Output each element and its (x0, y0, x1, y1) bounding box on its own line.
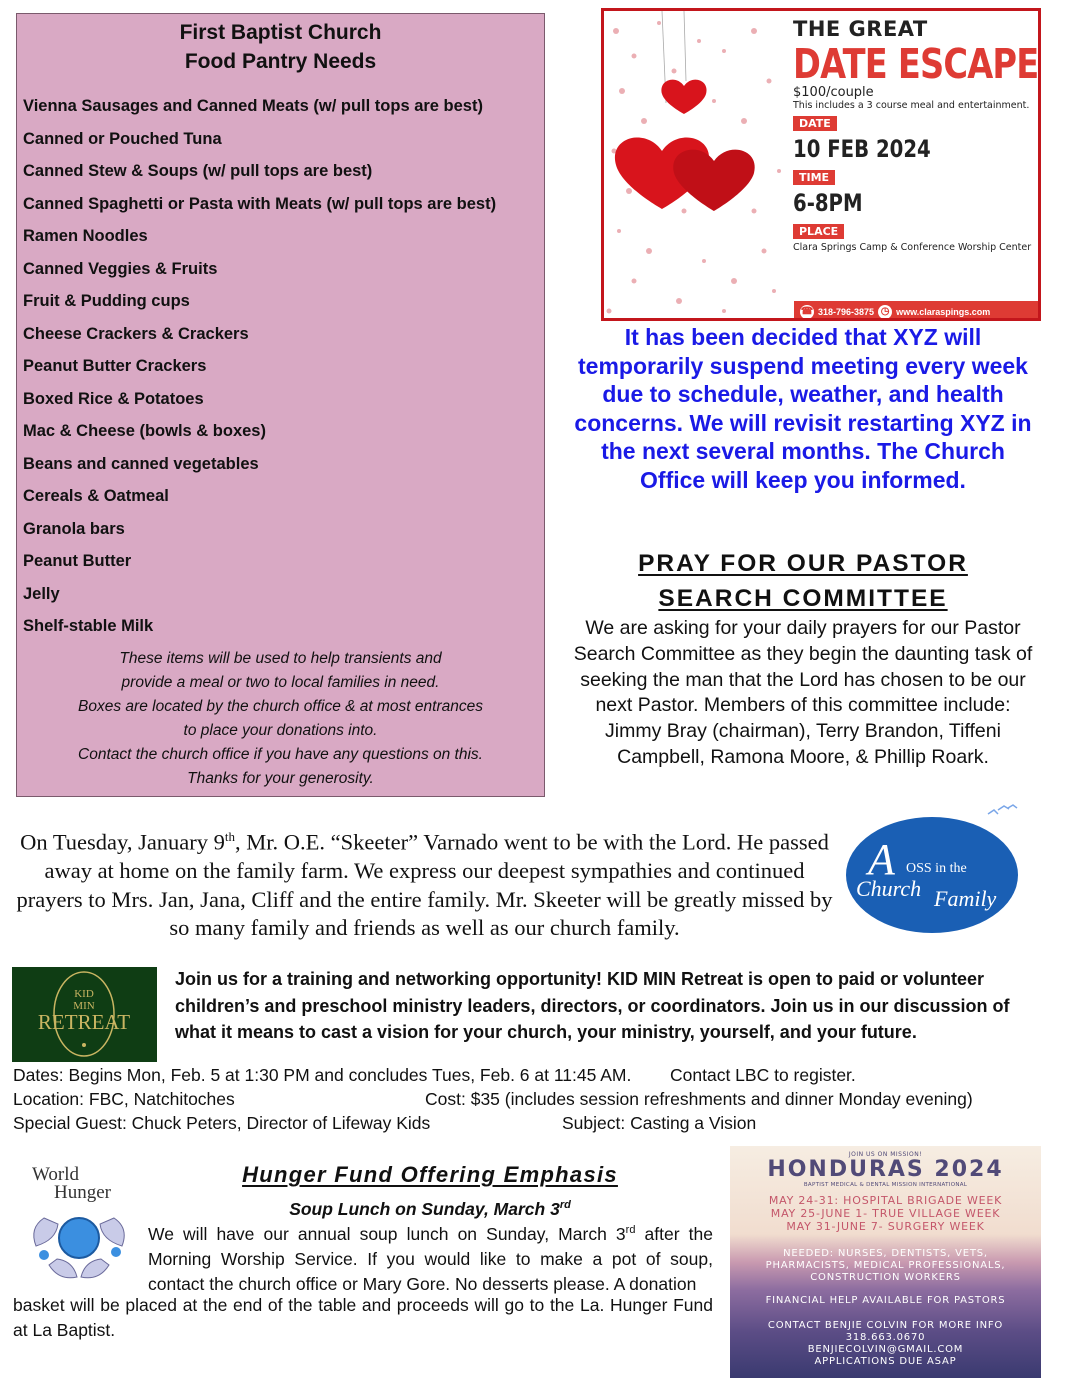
date-escape-text (793, 17, 1038, 253)
date-escape-kicker: THE GREAT (793, 17, 928, 41)
list-item: Canned Stew & Soups (w/ pull tops are best) (23, 162, 373, 180)
logo-a: A (868, 835, 895, 884)
list-item: Cheese Crackers & Crackers (23, 324, 249, 343)
svg-text:RETREAT: RETREAT (37, 1010, 131, 1034)
logo-church: Church (856, 876, 922, 901)
list-item: Beans and canned vegetables (23, 454, 259, 473)
honduras-kicker: JOIN US ON MISSION! (848, 1151, 923, 1158)
date-escape-price: $100/couple (793, 85, 874, 100)
kid-min-retreat-logo (12, 967, 157, 1062)
hearts-confetti-image (604, 11, 789, 321)
list-item: Canned Veggies & Fruits (23, 259, 218, 278)
hunger-body: We will have our annual soup lunch on Sunday, March 3rd after the Morning Worship Service. If you would like to make a pot of soup, contact the church office or Mary Gore. No desserts please. A donation (148, 1223, 714, 1294)
honduras-email[interactable]: BENJIECOLVIN@GMAIL.COM (807, 1344, 964, 1355)
phone-icon: ☎ (800, 306, 814, 317)
honduras-due: APPLICATIONS DUE ASAP (814, 1356, 957, 1367)
pray-body: We are asking for your daily prayers for our Pastor Search Committee as they begin the daunting task of seeking the man that the Lord has chosen to be our next Pastor. Members of this committee include: Jimmy Bray (chairman), Terry Brandon, Tiffeni Campbell, Ramona Moore, & Phillip Roark. (573, 617, 1033, 768)
world-hunger-logo (14, 1160, 144, 1285)
pantry-note: These items will be used to help transients and provide a meal or two to local families in need. Boxes are located by the church office & at most entrances to place your donations into. Contact the church office if you have any questions on this. Thanks for your generosity. (78, 649, 483, 787)
place-value: Clara Springs Camp & Conference Worship Center (793, 242, 1032, 253)
logo-loss: OSS in the (906, 861, 967, 876)
loss-in-church-family-logo (838, 800, 1028, 940)
date-escape-flyer (601, 8, 1041, 321)
honduras-contact: CONTACT BENJIE COLVIN FOR MORE INFO (767, 1320, 1004, 1331)
list-item: Mac & Cheese (bowls & boxes) (23, 422, 266, 440)
kid-min-intro: Join us for a training and networking opportunity! KID MIN Retreat is open to paid or volunteer children’s and preschool ministry leaders, directors, or coordinators. Join us in our discussion of what it means to cast a vision for your church, your ministry, yourself, and your future. (175, 969, 1010, 1042)
time-value: 6-8PM (793, 189, 863, 217)
website-link[interactable]: www.claraspings.com (896, 307, 991, 317)
honduras-title: HONDURAS 2024 (767, 1157, 1004, 1182)
list-item: Canned or Pouched Tuna (23, 129, 222, 148)
kid-min-contact: Contact LBC to register. (670, 1065, 856, 1085)
obituary-text: On Tuesday, January 9th, Mr. O.E. “Skeeter” Varnado went to be with the Lord. He passed away at home on the family farm. We express our deepest sympathies and continued prayers to Mrs. Jan, Jana, Cliff and the entire family. Mr. Skeeter will be greatly missed by so many family and friends as well as our church family. (16, 829, 833, 940)
date-escape-includes: This includes a 3 course meal and entertainment. (793, 100, 1030, 111)
honduras-needed: PHARMACISTS, MEDICAL PROFESSIONALS, (765, 1260, 1006, 1271)
honduras-financial: FINANCIAL HELP AVAILABLE FOR PASTORS (765, 1295, 1006, 1306)
pray-heading: PRAY FOR OUR PASTOR SEARCH COMMITTEE (638, 550, 968, 612)
list-item: Jelly (23, 584, 60, 603)
logo-family: Family (934, 886, 997, 911)
food-pantry-box (16, 13, 545, 797)
honduras-needed: CONSTRUCTION WORKERS (810, 1272, 961, 1283)
list-item: Shelf-stable Milk (23, 617, 154, 635)
date-value: 10 FEB 2024 (793, 135, 931, 163)
honduras-week: MAY 31-JUNE 7- SURGERY WEEK (786, 1220, 985, 1233)
contact-bar (794, 301, 1041, 321)
globe-icon: ◷ (878, 305, 892, 319)
list-item: Granola bars (23, 519, 125, 538)
list-item: Canned Spaghetti or Pasta with Meats (w/ pull tops are best) (23, 194, 497, 213)
list-item: Boxed Rice & Potatoes (23, 389, 204, 408)
phone-number: 318-796-3875 (818, 307, 875, 317)
place-label: PLACE (793, 224, 844, 239)
pantry-list (23, 90, 544, 643)
list-item: Peanut Butter (23, 552, 132, 570)
list-item: Vienna Sausages and Canned Meats (w/ pull tops are best) (23, 97, 483, 115)
svg-text:World: World (32, 1164, 80, 1185)
kid-min-details (13, 1063, 1053, 1135)
honduras-phone: 318.663.0670 (845, 1332, 926, 1343)
kid-min-location: Location: FBC, Natchitoches (13, 1089, 235, 1109)
svg-text:MIN: MIN (73, 1000, 95, 1012)
time-label: TIME (793, 170, 835, 185)
pantry-title: First Baptist Church Food Pantry Needs (179, 21, 382, 73)
list-item: Cereals & Oatmeal (23, 487, 169, 505)
hunger-body-continued: basket will be placed at the end of the table and proceeds will go to the La. Hunger Fund at La Baptist. (13, 1295, 713, 1340)
xyz-notice: It has been decided that XYZ will temporarily suspend meeting every week due to schedule, weather, and health concerns. We will revisit restarting XYZ in the next several months. The Church Office will keep you informed. (574, 324, 1032, 493)
honduras-needed: NEEDED: NURSES, DENTISTS, VETS, (783, 1248, 988, 1259)
date-label: DATE (793, 116, 837, 131)
date-escape-title: DATE ESCAPE (793, 40, 1039, 88)
kid-min-cost: Cost: $35 (includes session refreshments and dinner Monday evening) (425, 1089, 973, 1109)
honduras-2024-flyer (730, 1146, 1041, 1378)
kid-min-guest: Special Guest: Chuck Peters, Director of Lifeway Kids (13, 1113, 431, 1133)
svg-text:KID: KID (74, 988, 94, 1000)
honduras-week: MAY 25-JUNE 1- TRUE VILLAGE WEEK (770, 1207, 1001, 1220)
honduras-week: MAY 24-31: HOSPITAL BRIGADE WEEK (768, 1194, 1003, 1207)
kid-min-dates: Dates: Begins Mon, Feb. 5 at 1:30 PM and concludes Tues, Feb. 6 at 11:45 AM. (13, 1065, 632, 1085)
kid-min-subject: Subject: Casting a Vision (562, 1113, 757, 1133)
svg-text:Hunger: Hunger (54, 1182, 111, 1203)
list-item: Fruit & Pudding cups (23, 292, 190, 310)
hunger-title: Hunger Fund Offering Emphasis (242, 1162, 618, 1187)
kid-min-logo-art (12, 967, 157, 1062)
hunger-subtitle: Soup Lunch on Sunday, March 3rd (289, 1198, 571, 1219)
list-item: Ramen Noodles (23, 227, 148, 245)
list-item: Peanut Butter Crackers (23, 357, 207, 375)
honduras-subtitle: BAPTIST MEDICAL & DENTAL MISSION INTERNATIONAL (803, 1182, 968, 1188)
